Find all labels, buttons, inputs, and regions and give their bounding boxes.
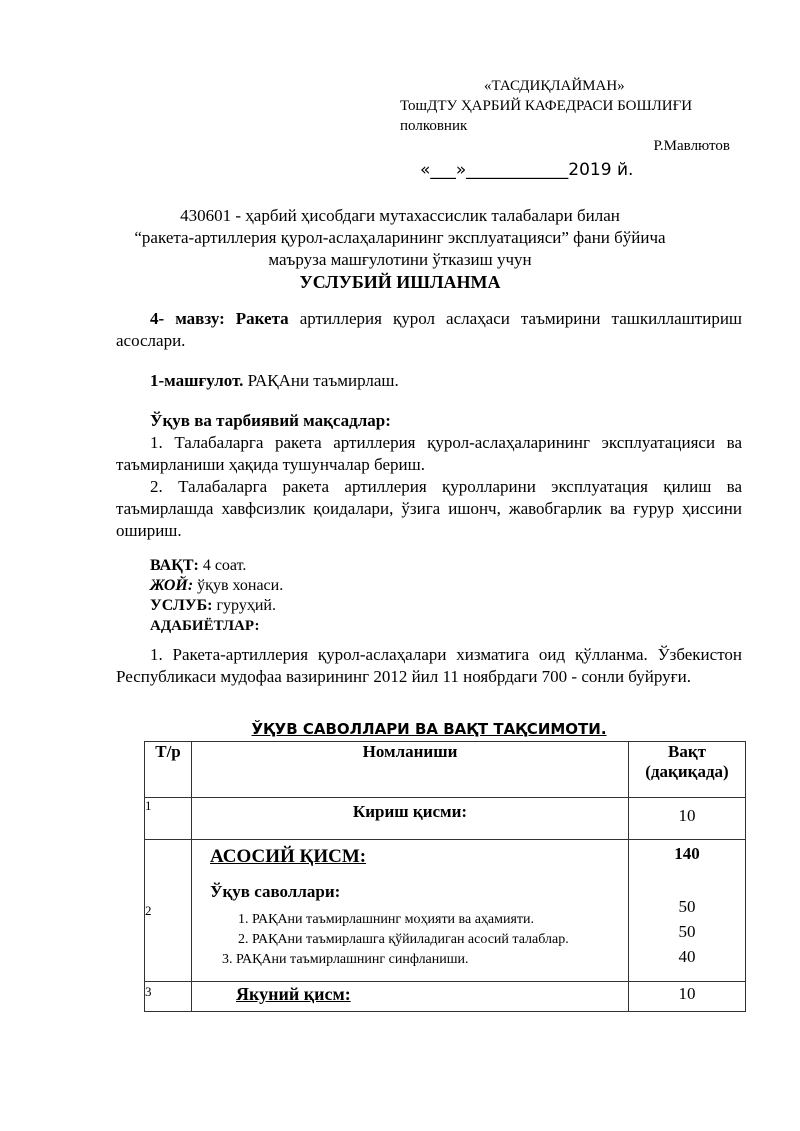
place-line [116,576,742,596]
method-value: гуруҳий. [212,597,276,614]
schedule-table [144,741,746,1012]
heading-line-2: “ракета-артиллерия қурол-аслаҳаларининг эксплуатацияси” фани бўйича [134,228,666,247]
approval-date-line: «___»____________2019 й. [420,160,634,180]
header-time-line2: (дақиқада) [645,762,729,781]
header-name: Номланиши [192,742,629,798]
table-row [145,840,746,982]
heading-line-1: 430601 - ҳарбий ҳисобдаги мутахассислик талабалари билан [180,206,620,225]
literature-item: 1. Ракета-артиллерия қурол-аслаҳалари хизматига оид қўлланма. Ўзбекистон Республикаси мудофаа вазирининг 2012 йил 11 ноябрдаги 700 - сонли буйруғи. [116,645,742,686]
method-label: УСЛУБ: [150,597,213,614]
header-num: Т/р [145,742,192,798]
row-2-content [192,840,629,982]
row-2-num: 2 [145,840,192,982]
header-time [629,742,746,798]
topic-paragraph [116,308,742,352]
table-row [145,982,746,1012]
approval-position: ТошДТУ ҲАРБИЙ КАФЕДРАСИ БОШЛИҒИ [400,98,693,114]
approval-title: «ТАСДИҚЛАЙМАН» [484,78,625,94]
header-time-line1: Вақт [668,742,706,761]
row-1-time: 10 [629,798,746,840]
question-time-1: 50 [678,897,696,916]
place-value: ўқув хонаси. [193,577,284,594]
row-2-time: 140 [674,844,700,863]
time-line [116,556,742,576]
time-label: ВАҚТ: [150,557,199,574]
document-title: УСЛУБИЙ ИШЛАНМА [299,272,501,292]
question-times [629,894,745,969]
row-3-num: 3 [145,982,192,1012]
schedule-table-title: ЎҚУВ САВОЛЛАРИ ВА ВАҚТ ТАҚСИМОТИ. [251,720,607,738]
question-time-3: 40 [678,947,696,966]
goal-item-1: 1. Талабаларга ракета артиллерия қурол-аслаҳаларининг эксплуатацияси ва таъмирланиши ҳақида тушунчалар бериш. [116,433,742,474]
question-time-2: 50 [678,922,696,941]
questions-list [222,910,628,970]
time-value: 4 соат. [198,557,247,574]
row-3-time: 10 [629,982,746,1012]
row-2-name: АСОСИЙ ҚИСМ: [210,846,367,867]
row-2-time-cell [629,840,746,982]
meta-block [116,556,742,636]
document-body [116,308,742,688]
approval-name: Р.Мавлютов [653,138,730,154]
approval-rank: полковник [400,118,468,134]
heading-line-3: маъруза машғулотини ўтказиш учун [268,250,532,269]
method-line [116,596,742,616]
question-item-1: 1. РАҚАни таъмирлашнинг моҳияти ва аҳамияти. [238,912,535,927]
topic-label: 4- мавзу: Ракета [150,309,289,328]
table-row [145,798,746,840]
lesson-label: 1-машғулот. [150,371,244,390]
goals-label: Ўқув ва тарбиявий мақсадлар: [150,411,391,430]
lesson-text: РАҚАни таъмирлаш. [243,371,399,390]
document-heading [120,205,680,293]
place-label: ЖОЙ: [150,577,194,594]
question-item-3: 3. РАҚАни таъмирлашнинг синфланиши. [222,952,469,967]
questions-label: Ўқув саволлари: [210,882,341,901]
question-item-2: 2. РАҚАни таъмирлашга қўйиладиган асосий талаблар. [238,932,569,947]
topic-text: артиллерия қурол аслаҳаси таъмирини ташкиллаштириш асослари. [116,309,743,350]
approval-block [400,76,730,156]
literature-label: АДАБИЁТЛАР: [150,618,260,634]
row-1-num: 1 [145,798,192,840]
table-header-row [145,742,746,798]
goal-item-2: 2. Талабаларга ракета артиллерия қуролларини эксплуатация қилиш ва таъмирлашда хавфсизлик қоидалари, ўзига ишонч, жавобгарлик ва ғурур ҳиссини ошириш. [116,477,742,540]
lesson-paragraph [116,370,742,392]
row-1-name: Кириш қисми: [192,798,629,840]
row-3-name: Якуний қисм: [192,982,629,1012]
